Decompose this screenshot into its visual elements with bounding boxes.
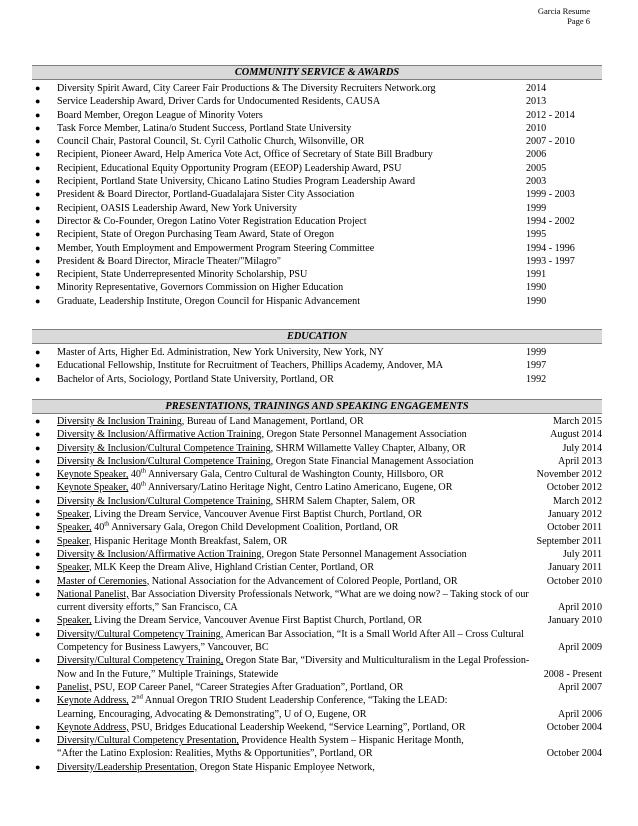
presentation-item: [32, 481, 602, 494]
presentation-text: Hispanic Heritage Month Breakfast, Salem, OR: [91, 535, 288, 547]
award-item: [32, 162, 602, 175]
presentation-date: January 2012: [547, 509, 602, 521]
award-item: [32, 215, 602, 228]
award-year: 2007 - 2010: [526, 136, 575, 148]
presentation-line: [57, 721, 602, 734]
presentation-body: [57, 481, 602, 494]
presentation-title: Speaker: [57, 509, 90, 521]
page-number: Page 6: [567, 16, 590, 26]
bullet-icon: ●: [35, 495, 41, 506]
bullet-icon: ●: [35, 455, 41, 466]
award-year: 2013: [526, 96, 547, 108]
community-heading: COMMUNITY SERVICE & AWARDS: [32, 65, 602, 80]
presentation-line: [57, 694, 602, 707]
presentation-item: [32, 588, 602, 615]
presentation-line: [57, 708, 602, 721]
presentation-text: National Association for the Advancement of Colored People, Portland, OR: [149, 575, 458, 587]
award-text: Diversity Spirit Award, City Career Fair Productions & The Diversity Recruiters Network.org: [57, 83, 436, 94]
presentation-item: [32, 628, 602, 655]
bullet-icon: ●: [35, 522, 41, 533]
bullet-icon: ●: [35, 588, 41, 599]
presentation-text: Providence Health System – Hispanic Heritage Month,: [238, 735, 464, 747]
resume-name: Garcia Resume: [537, 6, 590, 16]
award-year: 1995: [526, 229, 547, 241]
presentation-text: , Bureau of Land Management, Portland, OR: [181, 416, 364, 427]
presentation-title: Keynote Address,: [57, 695, 129, 707]
presentation-left: [57, 468, 444, 481]
award-item: [32, 122, 602, 135]
presentation-date: November 2012: [536, 469, 602, 481]
presentation-text: Anniversary Gala, Centro Cultural de Washington County, Hillsboro, OR: [146, 469, 444, 481]
presentation-item: [32, 614, 602, 627]
presentation-title: Diversity & Inclusion/Cultural Competence Training: [57, 442, 271, 454]
presentation-text: current diversity efforts,” San Francisco, CA: [57, 602, 238, 614]
bullet-icon: ●: [35, 109, 41, 120]
presentation-text: Oregon State Hispanic Employee Network,: [197, 761, 375, 773]
presentation-line: [57, 428, 602, 441]
award-text: Recipient, Portland State University, Chicano Latino Studies Program Leadership Award: [57, 176, 416, 188]
presentation-body: [57, 455, 602, 468]
presentation-body: [57, 654, 602, 681]
bullet-icon: ●: [35, 562, 41, 573]
presentation-title: Keynote Speaker,: [57, 469, 129, 481]
presentation-text: “After the Latino Explosion: Realities, Myths & Opportunities”, Portland, OR: [57, 748, 373, 760]
presentation-item: [32, 721, 602, 734]
award-year: 2014: [526, 83, 547, 94]
presentation-line: [57, 508, 602, 521]
presentation-text: Learning, Encouraging, Advocating & Demonstrating”, U of O, Eugene, OR: [57, 708, 367, 720]
presentation-line: [57, 575, 602, 588]
presentation-date: March 2015: [552, 416, 602, 427]
bullet-icon: ●: [35, 149, 41, 160]
bullet-icon: ●: [35, 548, 41, 559]
presentation-item: [32, 455, 602, 468]
community-section: [32, 65, 602, 308]
bullet-icon: ●: [35, 442, 41, 453]
award-item: [32, 148, 602, 161]
presentation-line: [57, 681, 602, 694]
presentation-item: [32, 734, 602, 761]
presentation-left: [57, 455, 474, 468]
award-text: President & Board Director, Portland-Guadalajara Sister City Association: [57, 189, 355, 201]
bullet-icon: ●: [35, 162, 41, 173]
presentation-item: [32, 681, 602, 694]
presentation-title: Speaker,: [57, 615, 92, 627]
bullet-icon: ●: [35, 615, 41, 626]
bullet-icon: ●: [35, 189, 41, 200]
presentation-text: Now and In the Future,” Multiple Trainings, Statewide: [57, 668, 279, 680]
presentation-text: , SHRM Willamette Valley Chapter, Albany, OR: [270, 442, 466, 454]
presentation-date: October 2004: [546, 748, 602, 760]
presentation-date: July 2014: [562, 442, 602, 454]
award-text: Member, Youth Employment and Empowerment Program Steering Committee: [57, 242, 375, 254]
presentation-line: [57, 747, 602, 760]
award-year: 1994 - 1996: [526, 242, 575, 254]
presentation-title: Keynote Address,: [57, 721, 129, 733]
presentation-left: [57, 561, 374, 574]
award-year: 1999: [526, 202, 547, 214]
presentation-left: [57, 575, 458, 588]
presentation-text: PSU, Bridges Educational Leadership Weekend, “Service Learning”, Portland, OR: [128, 721, 466, 733]
ordinal-suffix: th: [104, 521, 110, 529]
presentation-date: April 2007: [557, 681, 602, 693]
presentation-body: [57, 548, 602, 561]
presentation-left: [57, 614, 422, 627]
page-header: [538, 6, 590, 26]
presentation-title: Diversity/Cultural Competency Training,: [57, 655, 224, 667]
presentation-left: [57, 415, 364, 428]
presentation-item: [32, 535, 602, 548]
award-year: 2005: [526, 162, 547, 174]
presentation-item: [32, 694, 602, 721]
presentation-body: [57, 734, 602, 761]
presentation-item: [32, 428, 602, 441]
bullet-icon: ●: [35, 83, 41, 93]
degree-text: Master of Arts, Higher Ed. Administration, New York University, New York, NY: [57, 347, 384, 358]
presentation-date: April 2006: [557, 708, 602, 720]
award-item: [32, 175, 602, 188]
presentation-title: Master of Ceremonies,: [57, 575, 150, 587]
bullet-icon: ●: [35, 655, 41, 666]
presentation-item: [32, 521, 602, 534]
presentation-left: [57, 681, 403, 694]
presentation-item: [32, 654, 602, 681]
presentation-left: [57, 442, 466, 455]
presentation-line: [57, 601, 602, 614]
presentation-left: [57, 428, 467, 441]
presentation-text: Anniversary Gala, Oregon Child Development Coalition, Portland, OR: [109, 522, 399, 534]
presentation-line: [57, 468, 602, 481]
presentation-item: [32, 415, 602, 428]
presentation-date: October 2011: [547, 522, 602, 534]
degree-item: [32, 373, 602, 386]
presentation-line: [57, 521, 602, 534]
presentation-body: [57, 428, 602, 441]
presentation-date: October 2012: [546, 482, 602, 494]
presentation-text: 40: [128, 469, 141, 481]
presentation-item: [32, 468, 602, 481]
bullet-icon: ●: [35, 202, 41, 213]
bullet-icon: ●: [35, 575, 41, 586]
presentation-text: Anniversary/Latino Heritage Night, Centro Latino Americano, Eugene, OR: [146, 482, 453, 494]
presentation-date: 2008 - Present: [543, 668, 602, 680]
presentation-text: Bar Association Diversity Professionals Network, “What are we doing now? – Taking stock of our: [128, 588, 529, 600]
award-item: [32, 255, 602, 268]
presentation-item: [32, 508, 602, 521]
presentation-body: [57, 495, 602, 508]
bullet-icon: ●: [35, 416, 41, 426]
presentation-body: [57, 721, 602, 734]
presentation-line: [57, 668, 602, 681]
award-year: 2003: [526, 176, 547, 188]
presentation-line: [57, 561, 602, 574]
degree-item: [32, 346, 602, 359]
bullet-icon: ●: [35, 282, 41, 293]
award-text: Recipient, State of Oregon Purchasing Team Award, State of Oregon: [57, 229, 335, 241]
presentation-item: [32, 495, 602, 508]
presentation-date: January 2011: [548, 562, 602, 574]
presentation-left: [57, 721, 466, 734]
presentation-text: , Oregon State Personnel Management Association: [261, 429, 467, 441]
presentation-text: Annual Oregon TRIO Student Leadership Conference, “Taking the LEAD:: [142, 695, 448, 707]
presentation-left: [57, 761, 375, 774]
presentation-line: [57, 442, 602, 455]
presentation-line: [57, 588, 602, 601]
presentation-text: 40: [91, 522, 105, 534]
presentation-left: [57, 521, 398, 534]
bullet-icon: ●: [35, 360, 41, 371]
award-text: Minority Representative, Governors Commission on Higher Education: [57, 282, 344, 294]
bullet-icon: ●: [35, 695, 41, 706]
award-text: Board Member, Oregon League of Minority Voters: [57, 109, 263, 121]
presentation-date: October 2004: [546, 721, 602, 733]
presentation-line: [57, 415, 602, 428]
presentation-text: 2: [128, 695, 137, 707]
presentation-title: Diversity/Cultural Competency Training,: [57, 628, 224, 640]
ordinal-suffix: th: [140, 481, 147, 489]
award-text: Recipient, Educational Equity Opportunity Program (EEOP) Leadership Award, PSU: [57, 162, 402, 174]
presentation-text: American Bar Association, “It is a Small World After All – Cross Cultural: [223, 628, 524, 640]
presentation-body: [57, 588, 602, 615]
presentation-line: [57, 495, 602, 508]
award-item: [32, 228, 602, 241]
presentation-item: [32, 575, 602, 588]
degree-text: Educational Fellowship, Institute for Recruitment of Teachers, Phillips Academy, Andover, MA: [57, 360, 444, 372]
presentation-line: [57, 641, 602, 654]
ordinal-suffix: th: [140, 467, 147, 475]
degree-year: 1992: [526, 373, 547, 385]
award-text: Recipient, Pioneer Award, Help America Vote Act, Office of Secretary of State Bill Bradbury: [57, 149, 433, 161]
bullet-icon: ●: [35, 721, 41, 732]
degree-text: Bachelor of Arts, Sociology, Portland State University, Portland, OR: [57, 373, 334, 385]
award-item: [32, 268, 602, 281]
presentation-title: Diversity & Inclusion/Affirmative Action Training: [57, 429, 262, 441]
presentation-body: [57, 628, 602, 655]
bullet-icon: ●: [35, 215, 41, 226]
presentation-item: [32, 442, 602, 455]
presentation-line: [57, 614, 602, 627]
bullet-icon: ●: [35, 255, 41, 266]
award-text: Recipient, State Underrepresented Minority Scholarship, PSU: [57, 269, 308, 281]
presentation-body: [57, 508, 602, 521]
award-text: Recipient, OASIS Leadership Award, New York University: [57, 202, 297, 214]
presentation-date: April 2013: [557, 455, 602, 467]
presentation-text: Competency for Business Lawyers,” Vancouver, BC: [57, 642, 269, 654]
award-text: Graduate, Leadership Institute, Oregon Council for Hispanic Advancement: [57, 295, 360, 307]
presentation-body: [57, 575, 602, 588]
presentation-text: Living the Dream Service, Vancouver Avenue First Baptist Church, Portland, OR: [91, 615, 423, 627]
presentation-date: January 2010: [547, 615, 602, 627]
presentation-text: 40: [128, 482, 141, 494]
presentation-date: October 2010: [546, 575, 602, 587]
bullet-icon: ●: [35, 122, 41, 133]
award-item: [32, 135, 602, 148]
award-text: President & Board Director, Miracle Theater/"Milagro": [57, 255, 282, 267]
presentation-line: [57, 654, 602, 667]
bullet-icon: ●: [35, 482, 41, 493]
presentation-left: [57, 481, 452, 494]
presentations-list: [32, 415, 602, 774]
education-list: [32, 346, 602, 386]
presentation-body: [57, 614, 602, 627]
award-year: 2012 - 2014: [526, 109, 575, 121]
bullet-icon: ●: [35, 681, 41, 692]
bullet-icon: ●: [35, 295, 41, 306]
presentation-title: Diversity & Inclusion/Affirmative Action Training: [57, 548, 262, 560]
award-year: 1994 - 2002: [526, 215, 575, 227]
award-year: 1991: [526, 269, 547, 281]
presentation-item: [32, 548, 602, 561]
presentation-body: [57, 761, 602, 774]
presentation-body: [57, 442, 602, 455]
ordinal-suffix: nd: [136, 693, 143, 701]
award-item: [32, 295, 602, 308]
presentation-date: April 2010: [557, 602, 602, 614]
presentation-date: [596, 761, 602, 774]
presentation-line: [57, 734, 602, 747]
presentation-date: March 2012: [552, 495, 602, 507]
award-year: 2010: [526, 122, 547, 134]
presentation-text: , SHRM Salem Chapter, Salem, OR: [270, 495, 416, 507]
bullet-icon: ●: [35, 535, 41, 546]
award-item: [32, 82, 602, 95]
presentation-left: [57, 495, 415, 508]
award-item: [32, 188, 602, 201]
award-year: 1999 - 2003: [526, 189, 575, 201]
presentation-title: Diversity/Cultural Competency Presentation,: [57, 735, 239, 747]
bullet-icon: ●: [35, 269, 41, 280]
presentation-text: , Oregon State Financial Management Association: [270, 455, 474, 467]
presentation-date: April 2009: [557, 642, 602, 654]
presentation-title: Keynote Speaker,: [57, 482, 129, 494]
presentation-left: [57, 548, 467, 561]
education-heading: EDUCATION: [32, 329, 602, 344]
award-text: Director & Co-Founder, Oregon Latino Voter Registration Education Project: [57, 215, 367, 227]
bullet-icon: ●: [35, 373, 41, 384]
award-text: Service Leadership Award, Driver Cards for Undocumented Residents, CAUSA: [57, 96, 381, 108]
presentation-title: Speaker: [57, 562, 90, 574]
presentation-title: Speaker,: [57, 522, 92, 534]
award-item: [32, 281, 602, 294]
bullet-icon: ●: [35, 176, 41, 187]
presentation-line: [57, 548, 602, 561]
presentation-body: [57, 535, 602, 548]
presentation-title: Diversity & Inclusion/Cultural Competence Training: [57, 455, 271, 467]
bullet-icon: ●: [35, 136, 41, 147]
degree-item: [32, 359, 602, 372]
presentation-item: [32, 561, 602, 574]
bullet-icon: ●: [35, 242, 41, 253]
bullet-icon: ●: [35, 735, 41, 746]
presentation-body: [57, 561, 602, 574]
bullet-icon: ●: [35, 347, 41, 357]
presentations-heading: PRESENTATIONS, TRAININGS AND SPEAKING ENGAGEMENTS: [32, 399, 602, 414]
bullet-icon: ●: [35, 509, 41, 520]
award-item: [32, 95, 602, 108]
award-item: [32, 109, 602, 122]
presentation-line: [57, 481, 602, 494]
presentation-left: [57, 508, 422, 521]
presentation-line: [57, 535, 602, 548]
bullet-icon: ●: [35, 429, 41, 440]
presentation-title: Diversity & Inclusion/Cultural Competence Training: [57, 495, 271, 507]
presentation-text: , MLK Keep the Dream Alive, Highland Cristian Center, Portland, OR: [89, 562, 375, 574]
award-year: 1990: [526, 295, 547, 307]
presentation-date: July 2011: [562, 548, 602, 560]
presentation-body: [57, 415, 602, 428]
award-item: [32, 242, 602, 255]
bullet-icon: ●: [35, 628, 41, 639]
presentation-title: National Panelist,: [57, 588, 129, 600]
presentation-title: Speaker,: [57, 535, 92, 547]
presentation-title: Diversity/Leadership Presentation,: [57, 761, 198, 773]
education-section: [32, 329, 602, 386]
bullet-icon: ●: [35, 469, 41, 480]
presentation-text: Oregon State Bar, “Diversity and Multiculturalism in the Legal Profession-: [223, 655, 530, 667]
degree-year: 1999: [526, 347, 547, 358]
presentation-left: [57, 535, 287, 548]
award-item: [32, 202, 602, 215]
bullet-icon: ●: [35, 761, 41, 772]
degree-year: 1997: [526, 360, 547, 372]
bullet-icon: ●: [35, 229, 41, 240]
award-text: Task Force Member, Latina/o Student Success, Portland State University: [57, 122, 352, 134]
presentation-date: September 2011: [536, 535, 602, 547]
bullet-icon: ●: [35, 96, 41, 107]
presentation-date: August 2014: [550, 429, 602, 441]
award-text: Council Chair, Pastoral Council, St. Cyril Catholic Church, Wilsonville, OR: [57, 136, 365, 148]
presentations-section: [32, 399, 602, 774]
award-year: 1990: [526, 282, 547, 294]
presentation-text: , Living the Dream Service, Vancouver Avenue First Baptist Church, Portland, OR: [89, 509, 423, 521]
presentation-text: , Oregon State Personnel Management Association: [261, 548, 467, 560]
presentation-text: PSU, EOP Career Panel, “Career Strategies After Graduation”, Portland, OR: [91, 681, 404, 693]
presentation-line: [57, 628, 602, 641]
presentation-title: Diversity & Inclusion Training: [57, 416, 182, 427]
presentation-line: [57, 761, 602, 774]
award-year: 2006: [526, 149, 547, 161]
presentation-body: [57, 468, 602, 481]
presentation-line: [57, 455, 602, 468]
presentation-body: [57, 521, 602, 534]
presentation-title: Panelist,: [57, 681, 92, 693]
presentation-body: [57, 681, 602, 694]
presentation-body: [57, 694, 602, 721]
award-year: 1993 - 1997: [526, 255, 575, 267]
community-list: [32, 82, 602, 308]
presentation-item: [32, 761, 602, 774]
